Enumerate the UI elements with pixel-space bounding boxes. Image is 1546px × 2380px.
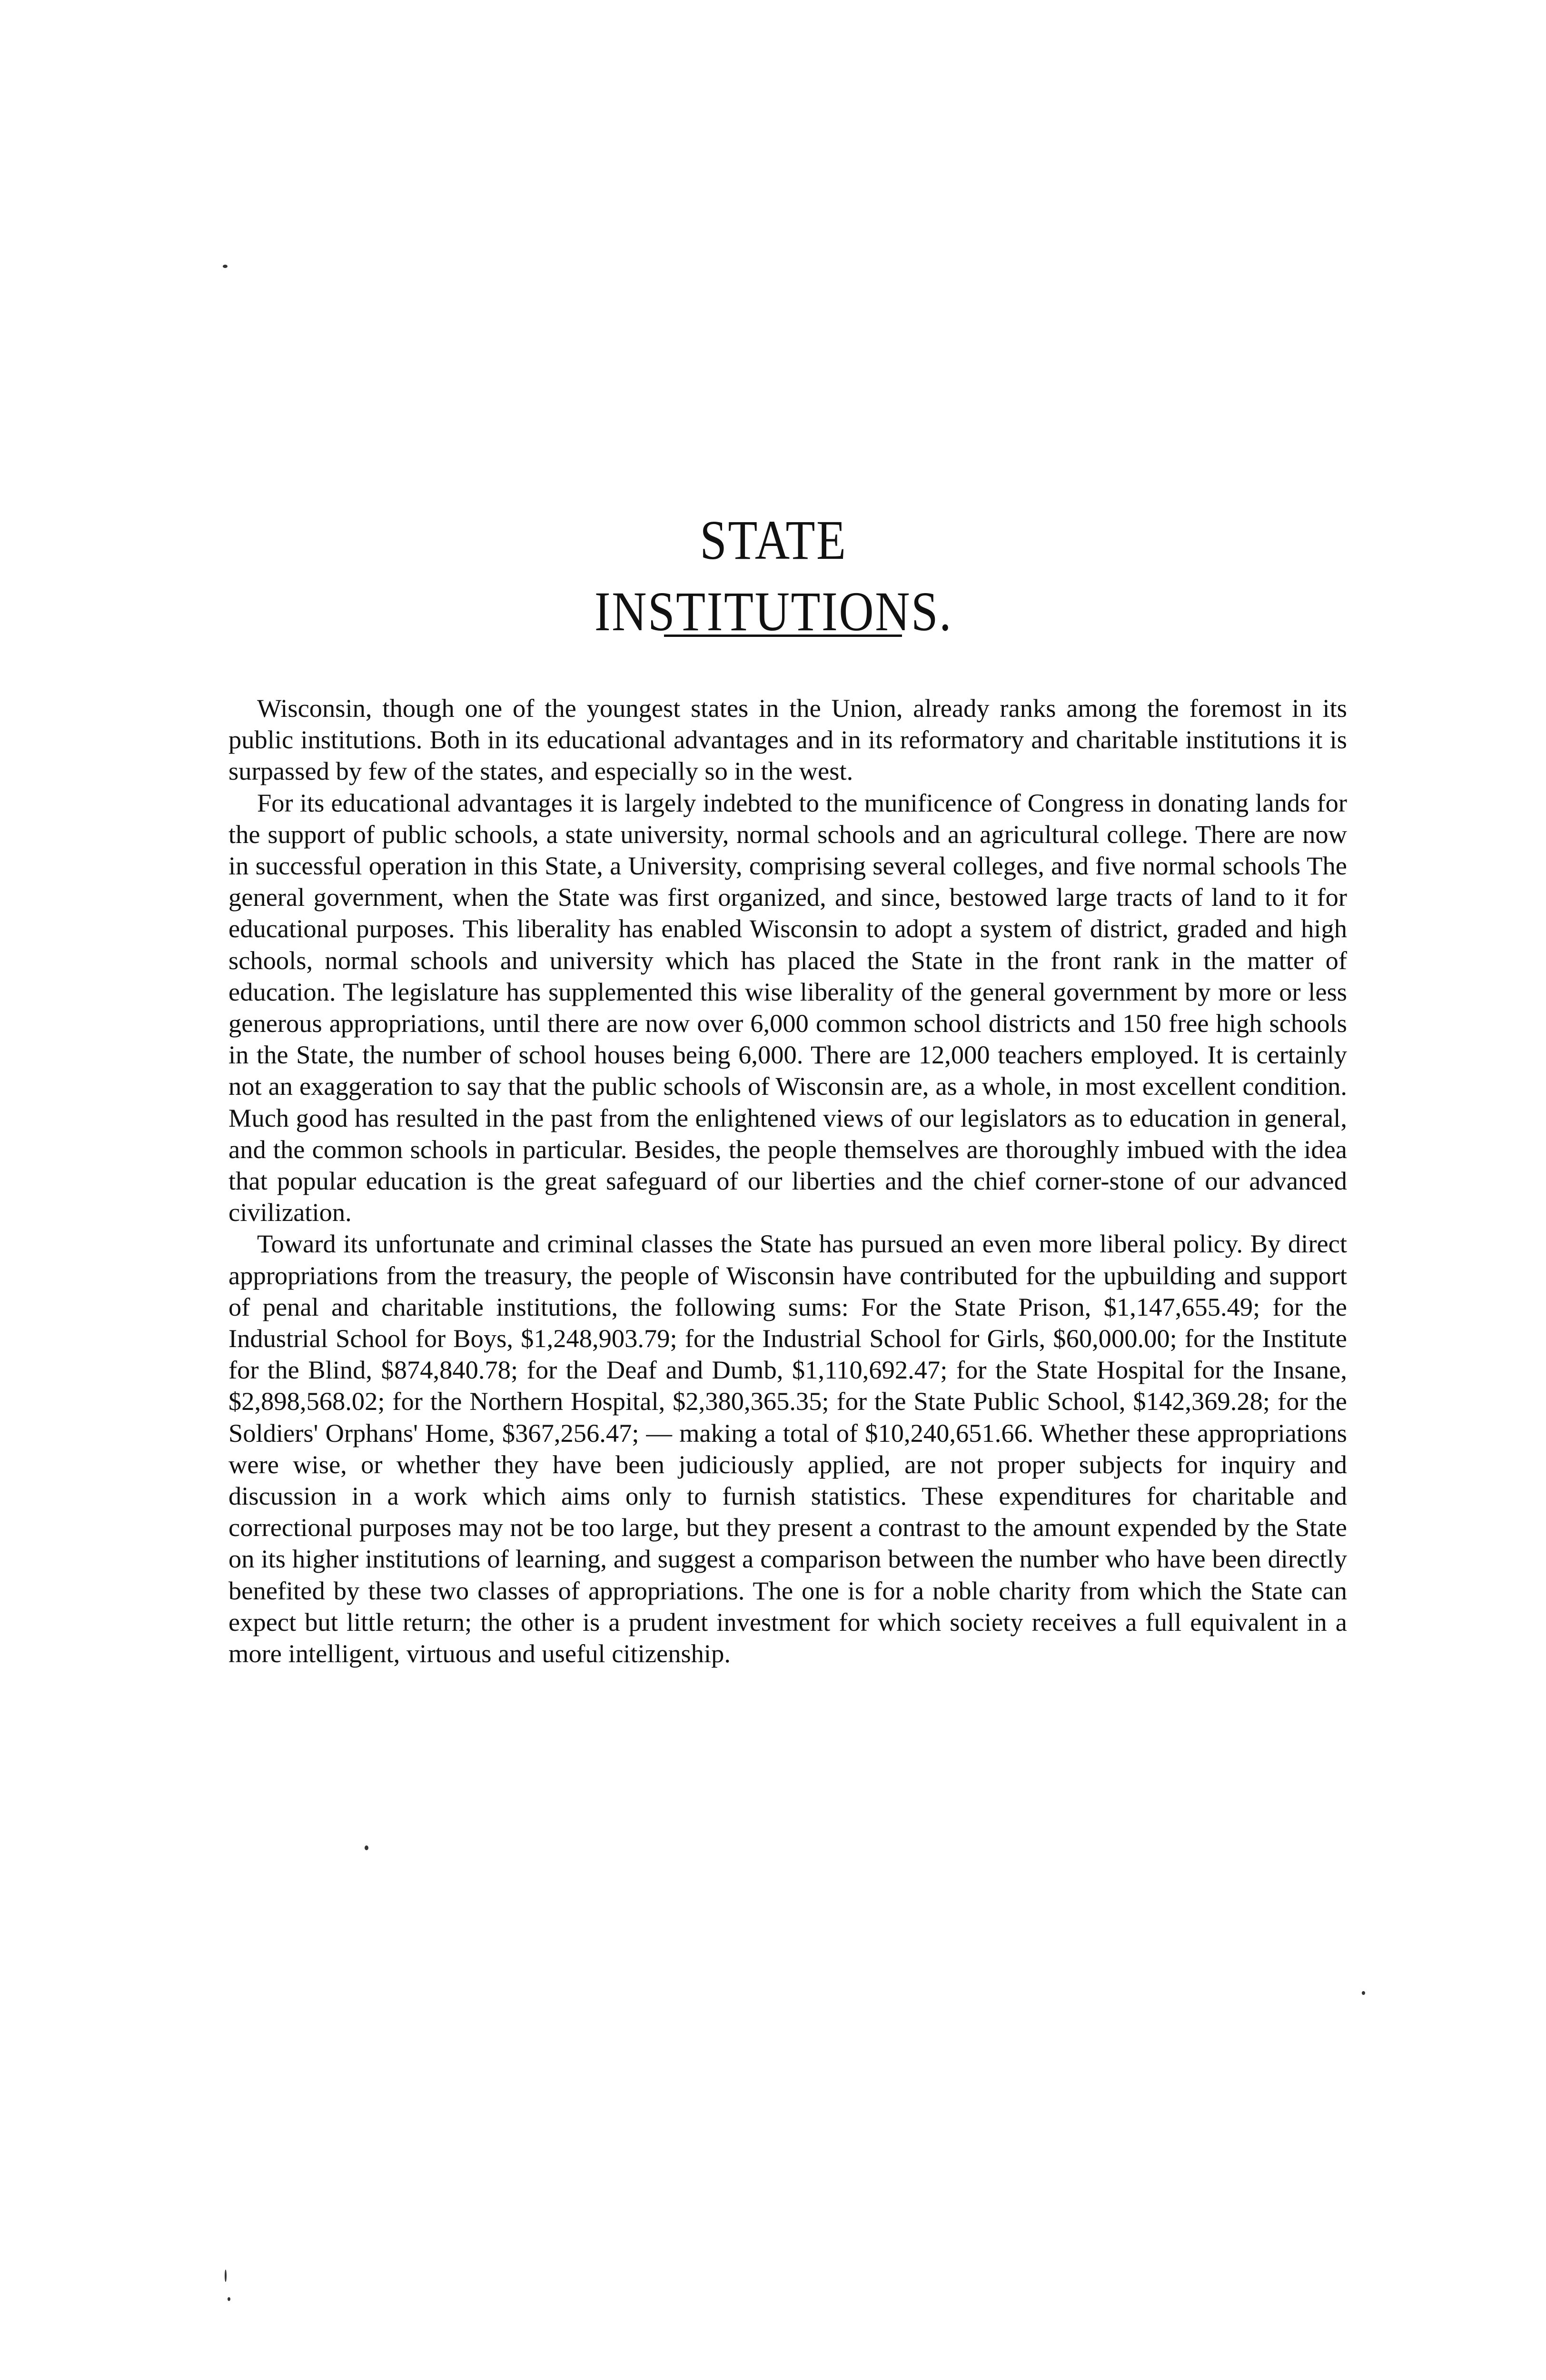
paragraph-education: For its educational advantages it is largely indebted to the munificence of Congress in donating lands for the support of public schools, a state university, normal schools and an agricultural college. There are now in successful operation in this State, a University, comprising several colleges, and five normal schools The general government, when the State was first organized, and since, bestowed large tracts of land to it for educational purposes. This liberality has enabled Wisconsin to adopt a system of district, graded and high schools, normal schools and university which has placed the State in the front rank in the matter of education. The legislature has supplemented this wise liberality of the general government by more or less generous appropriations, until there are now over 6,000 common school districts and 150 free high schools in the State, the number of school houses being 6,000. There are 12,000 teachers employed. It is certainly not an exaggeration to say that the public schools of Wisconsin are, as a whole, in most excellent condition. Much good has resulted in the past from the enlightened views of our legislators as to education in general, and the common schools in particular. Besides, the people themselves are thoroughly imbued with the idea that popular education is the great safeguard of our liberties and the chief corner-stone of our advanced civilization. [228,788,1347,1227]
ink-speck [365,1845,368,1850]
page-title: STATE INSTITUTIONS. [594,509,953,643]
paragraph-intro: Wisconsin, though one of the youngest states in the Union, already ranks among the foremost in its public institutions. Both in its educational advantages and in its reformatory and charitable institutions it is surpassed by few of the states, and especially so in the west. [228,694,1347,786]
ink-speck [228,2297,230,2301]
title-rule [664,635,902,637]
body-text [228,693,1347,1669]
paragraph-appropriations: Toward its unfortunate and criminal classes the State has pursued an even more liberal policy. By direct appropriations from the treasury, the people of Wisconsin have contributed for the upbuilding and support of penal and charitable institutions, the following sums: For the State Prison, $1,147,655.49; for the Industrial School for Boys, $1,248,903.79; for the Industrial School for Girls, $60,000.00; for the Institute for the Blind, $874,840.78; for the Deaf and Dumb, $1,110,692.47; for the State Hospital for the Insane, $2,898,568.02; for the Northern Hospital, $2,380,365.35; for the State Public School, $142,369.28; for the Soldiers' Orphans' Home, $367,256.47; — making a total of $10,240,651.66. Whether these appropriations were wise, or whether they have been judiciously applied, are not proper subjects for inquiry and discussion in a work which aims only to furnish statistics. These expenditures for charitable and correctional purposes may not be too large, but they present a contrast to the amount expended by the State on its higher institutions of learning, and suggest a comparison between the number who have been directly benefited by these two classes of appropriations. The one is for a noble charity from which the State can expect but little return; the other is a prudent investment for which society receives a full equivalent in a more intelligent, virtuous and useful citizenship. [228,1229,1347,1668]
ink-speck [1362,1991,1365,1995]
ink-speck [225,2270,227,2282]
ink-speck [223,265,228,268]
